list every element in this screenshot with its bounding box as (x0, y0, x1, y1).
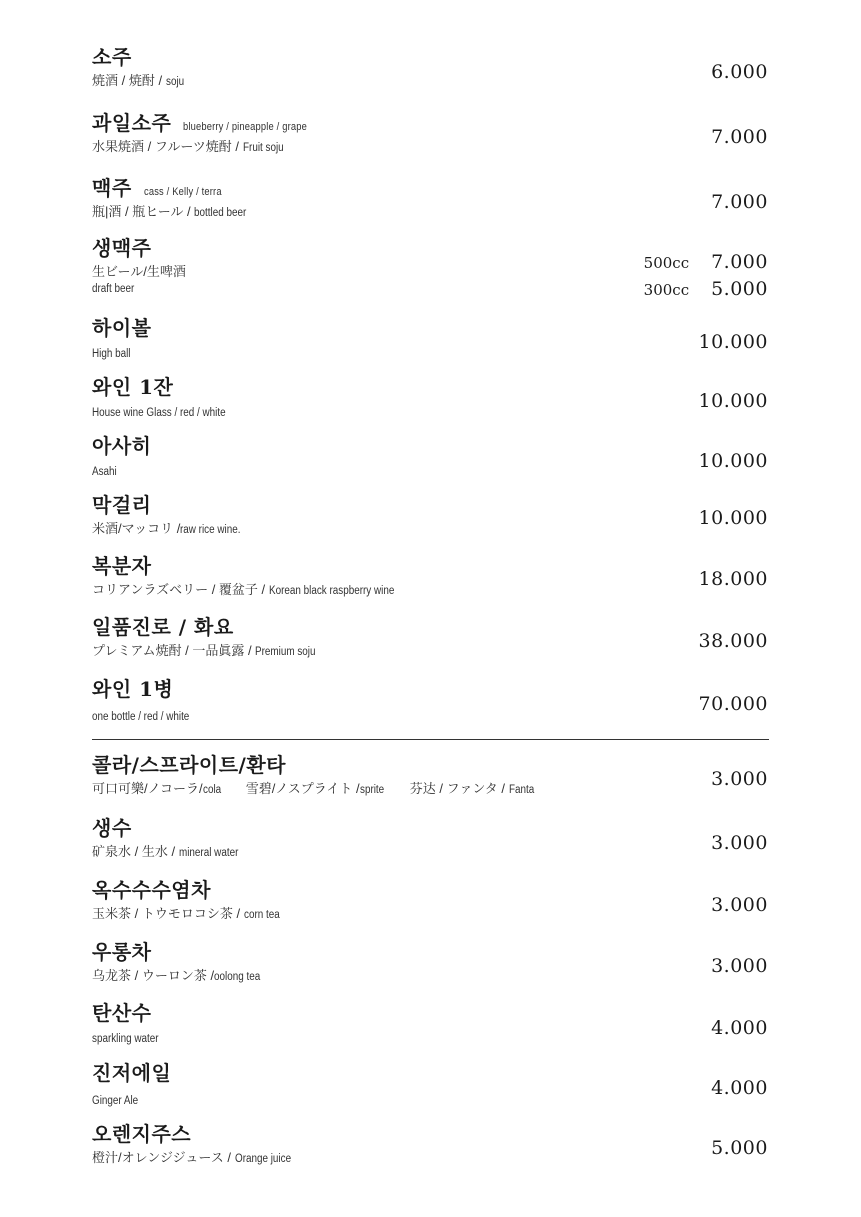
item-price: 3.000 (711, 768, 768, 790)
item-price: 4.000 (711, 1017, 768, 1039)
menu-item-wine-glass (92, 375, 768, 425)
menu-item-wine-bottle (92, 677, 768, 727)
section-divider (92, 739, 769, 740)
item-subtitle: 焼酒 / 焼酎 / soju (92, 73, 184, 88)
item-subtitle: コリアンラズベリー / 覆盆子 / Korean black raspberry wine (92, 582, 395, 597)
item-price: 10.000 (698, 390, 768, 412)
item-price: 7.000 (711, 126, 768, 148)
menu-item-orange-juice (92, 1122, 768, 1172)
item-price: 4.000 (711, 1077, 768, 1099)
menu-item-soju (92, 45, 768, 95)
menu-item-oolong-tea (92, 940, 768, 990)
item-subtitle: 矿泉水 / 生水 / mineral water (92, 844, 239, 859)
item-title: 복분자 (92, 554, 152, 578)
menu-item-cola-sprite-fanta (92, 753, 768, 803)
item-title: 아사히 (92, 434, 152, 458)
item-price: 10.000 (698, 331, 768, 353)
menu-item-ginger-ale (92, 1061, 768, 1111)
item-title: 하이볼 (92, 316, 152, 340)
item-price: 10.000 (698, 507, 768, 529)
item-price: 3.000 (711, 955, 768, 977)
item-subtitle: 瓶|酒 / 瓶ヒール / bottled beer (92, 204, 247, 219)
item-title: 옥수수수염차 (92, 878, 211, 902)
menu-item-beer (92, 176, 768, 226)
menu-item-bokbunja (92, 554, 768, 604)
item-subtitle: プレミアム焼酎 / 一品眞露 / Premium soju (92, 643, 316, 658)
item-subtitle: 生ビール/生啤酒 (92, 264, 186, 279)
item-title: 일품진로 / 화요 (92, 615, 234, 639)
item-subtitle-en: draft beer (92, 283, 135, 295)
menu-item-premium-soju (92, 615, 768, 665)
item-price: 70.000 (698, 693, 768, 715)
item-price: 10.000 (698, 450, 768, 472)
size-option-500cc: 500cc 7.000 (643, 251, 768, 273)
item-subtitle: 可口可樂/ノコーラ/cola 雪碧/ノスプライト /sprite 芬达 / ファンタ / Fanta (92, 781, 534, 796)
item-subtitle: 水果焼酒 / フルーツ焼酎 / Fruit soju (92, 139, 284, 154)
item-price: 6.000 (711, 61, 768, 83)
item-subtitle: 米酒/マッコリ /raw rice wine. (92, 521, 241, 536)
item-title: 오렌지주스 (92, 1122, 192, 1146)
item-subtitle-en: one bottle / red / white (92, 711, 190, 723)
item-title: 소주 (92, 45, 132, 69)
item-title: 맥주 (92, 176, 132, 200)
item-title: 와인 1병 (92, 677, 174, 701)
menu-item-corn-tea (92, 878, 768, 928)
item-subtitle-en: Asahi (92, 466, 117, 478)
item-subtitle-en: Ginger Ale (92, 1095, 139, 1107)
item-subtitle-en: High ball (92, 348, 131, 360)
menu-item-fruit-soju (92, 111, 768, 161)
item-subtitle-en: sparkling water (92, 1033, 159, 1045)
menu-item-asahi (92, 434, 768, 484)
item-title: 과일소주 (92, 111, 172, 135)
item-price: 18.000 (698, 568, 768, 590)
menu-item-mineral-water (92, 816, 768, 866)
item-title: 진저에일 (92, 1061, 172, 1085)
menu-item-highball (92, 316, 768, 366)
size-option-300cc: 300cc 5.000 (643, 278, 768, 300)
menu-item-makgeolli (92, 493, 768, 543)
item-brands: blueberry / pineapple / grape (183, 121, 308, 133)
item-price: 3.000 (711, 894, 768, 916)
item-title: 와인 1잔 (92, 375, 174, 399)
item-price: 5.000 (711, 1137, 768, 1159)
item-subtitle: 乌龙茶 / ウーロン茶 /oolong tea (92, 968, 261, 983)
item-subtitle: 橙汁/オレンジジュース / Orange juice (92, 1150, 291, 1165)
item-title: 콜라/스프라이트/환타 (92, 753, 286, 777)
item-price: 3.000 (711, 832, 768, 854)
item-title: 우롱차 (92, 940, 152, 964)
item-brands: cass / Kelly / terra (143, 186, 222, 198)
item-subtitle-en: House wine Glass / red / white (92, 407, 226, 419)
item-title: 탄산수 (92, 1001, 152, 1025)
item-price: 7.000 (711, 191, 768, 213)
menu-item-draft-beer (92, 236, 768, 306)
menu-item-sparkling-water (92, 1001, 768, 1051)
item-title: 생맥주 (92, 236, 152, 260)
item-subtitle: 玉米茶 / トウモロコシ茶 / corn tea (92, 906, 280, 921)
item-price: 38.000 (698, 630, 768, 652)
item-title: 생수 (92, 816, 132, 840)
item-title: 막걸리 (92, 493, 152, 517)
